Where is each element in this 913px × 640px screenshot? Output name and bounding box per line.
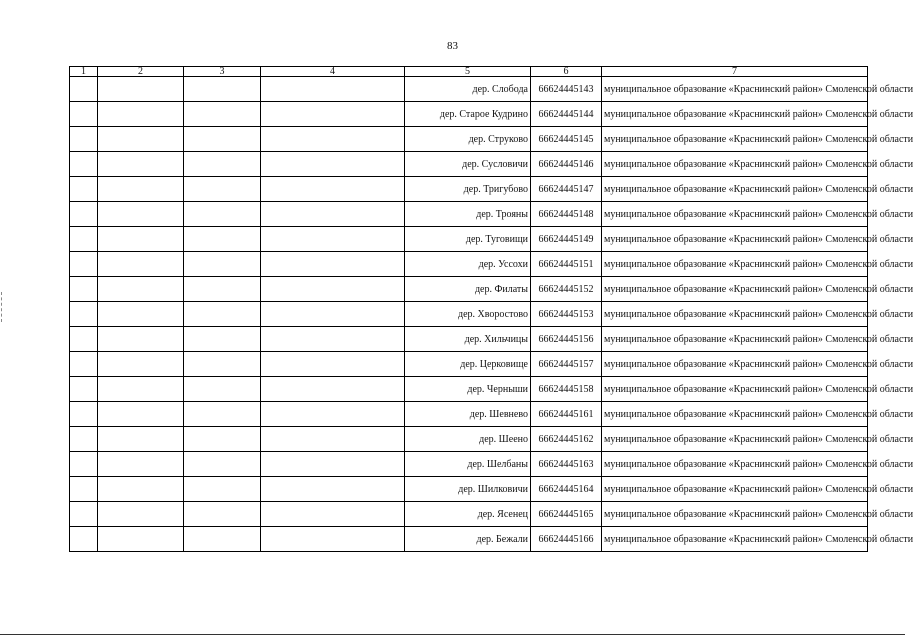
empty-cell-col-3 <box>184 227 261 252</box>
settlement-name-cell: дер. Хворостово <box>405 302 531 327</box>
municipality-cell: муниципальное образование «Краснинский район» Смоленской области <box>602 352 868 377</box>
empty-cell-col-1 <box>70 202 98 227</box>
empty-cell-col-4 <box>261 277 405 302</box>
empty-cell-col-2 <box>98 427 184 452</box>
table-row <box>70 277 868 302</box>
empty-cell-col-3 <box>184 102 261 127</box>
scan-bottom-edge <box>0 634 905 635</box>
municipality-cell: муниципальное образование «Краснинский район» Смоленской области <box>602 477 868 502</box>
empty-cell-col-3 <box>184 352 261 377</box>
oktmo-code-cell: 66624445158 <box>531 377 602 402</box>
table-row <box>70 102 868 127</box>
empty-cell-col-3 <box>184 402 261 427</box>
table-row <box>70 427 868 452</box>
column-header-4: 4 <box>261 67 405 77</box>
empty-cell-col-2 <box>98 77 184 102</box>
empty-cell-col-4 <box>261 102 405 127</box>
empty-cell-col-1 <box>70 502 98 527</box>
page-number: 83 <box>447 40 458 52</box>
oktmo-code-cell: 66624445164 <box>531 477 602 502</box>
settlement-name-cell: дер. Черныши <box>405 377 531 402</box>
empty-cell-col-2 <box>98 102 184 127</box>
oktmo-code-cell: 66624445166 <box>531 527 602 552</box>
empty-cell-col-3 <box>184 152 261 177</box>
municipality-cell: муниципальное образование «Краснинский район» Смоленской области <box>602 202 868 227</box>
column-number-row <box>70 67 868 77</box>
empty-cell-col-1 <box>70 327 98 352</box>
empty-cell-col-3 <box>184 502 261 527</box>
oktmo-code-cell: 66624445148 <box>531 202 602 227</box>
table-row <box>70 252 868 277</box>
empty-cell-col-1 <box>70 402 98 427</box>
table-row <box>70 452 868 477</box>
empty-cell-col-4 <box>261 452 405 477</box>
table-row <box>70 227 868 252</box>
empty-cell-col-4 <box>261 527 405 552</box>
municipality-cell: муниципальное образование «Краснинский район» Смоленской области <box>602 152 868 177</box>
column-header-7: 7 <box>602 67 868 77</box>
oktmo-code-cell: 66624445147 <box>531 177 602 202</box>
empty-cell-col-2 <box>98 227 184 252</box>
oktmo-code-cell: 66624445153 <box>531 302 602 327</box>
empty-cell-col-3 <box>184 202 261 227</box>
municipality-cell: муниципальное образование «Краснинский район» Смоленской области <box>602 252 868 277</box>
empty-cell-col-3 <box>184 452 261 477</box>
table-row <box>70 177 868 202</box>
empty-cell-col-1 <box>70 352 98 377</box>
empty-cell-col-4 <box>261 302 405 327</box>
empty-cell-col-2 <box>98 277 184 302</box>
oktmo-code-cell: 66624445151 <box>531 252 602 277</box>
empty-cell-col-3 <box>184 527 261 552</box>
column-header-1: 1 <box>70 67 98 77</box>
municipality-cell: муниципальное образование «Краснинский район» Смоленской области <box>602 77 868 102</box>
oktmo-code-cell: 66624445162 <box>531 427 602 452</box>
oktmo-code-cell: 66624445144 <box>531 102 602 127</box>
empty-cell-col-3 <box>184 377 261 402</box>
empty-cell-col-4 <box>261 177 405 202</box>
table-row <box>70 377 868 402</box>
empty-cell-col-2 <box>98 252 184 277</box>
scan-margin-mark <box>1 292 4 322</box>
empty-cell-col-1 <box>70 102 98 127</box>
empty-cell-col-2 <box>98 527 184 552</box>
table-row <box>70 127 868 152</box>
empty-cell-col-1 <box>70 427 98 452</box>
empty-cell-col-1 <box>70 77 98 102</box>
empty-cell-col-3 <box>184 177 261 202</box>
empty-cell-col-3 <box>184 252 261 277</box>
empty-cell-col-3 <box>184 77 261 102</box>
empty-cell-col-2 <box>98 302 184 327</box>
empty-cell-col-2 <box>98 452 184 477</box>
municipality-cell: муниципальное образование «Краснинский район» Смоленской области <box>602 177 868 202</box>
table-row <box>70 352 868 377</box>
empty-cell-col-1 <box>70 527 98 552</box>
empty-cell-col-4 <box>261 402 405 427</box>
table-row <box>70 402 868 427</box>
settlement-name-cell: дер. Шелбаны <box>405 452 531 477</box>
settlement-name-cell: дер. Старое Кудрино <box>405 102 531 127</box>
empty-cell-col-3 <box>184 302 261 327</box>
empty-cell-col-4 <box>261 202 405 227</box>
empty-cell-col-2 <box>98 327 184 352</box>
settlement-name-cell: дер. Уссохи <box>405 252 531 277</box>
empty-cell-col-1 <box>70 477 98 502</box>
settlement-name-cell: дер. Струково <box>405 127 531 152</box>
settlement-name-cell: дер. Бежали <box>405 527 531 552</box>
table-row <box>70 502 868 527</box>
settlement-name-cell: дер. Шилковичи <box>405 477 531 502</box>
municipality-cell: муниципальное образование «Краснинский район» Смоленской области <box>602 527 868 552</box>
empty-cell-col-1 <box>70 452 98 477</box>
table-row <box>70 302 868 327</box>
settlement-name-cell: дер. Ясенец <box>405 502 531 527</box>
table-row <box>70 77 868 102</box>
empty-cell-col-2 <box>98 352 184 377</box>
settlement-name-cell: дер. Тригубово <box>405 177 531 202</box>
empty-cell-col-3 <box>184 127 261 152</box>
oktmo-code-cell: 66624445152 <box>531 277 602 302</box>
municipality-cell: муниципальное образование «Краснинский район» Смоленской области <box>602 327 868 352</box>
column-header-6: 6 <box>531 67 602 77</box>
oktmo-code-cell: 66624445161 <box>531 402 602 427</box>
settlement-name-cell: дер. Филаты <box>405 277 531 302</box>
oktmo-code-cell: 66624445143 <box>531 77 602 102</box>
oktmo-code-cell: 66624445145 <box>531 127 602 152</box>
empty-cell-col-3 <box>184 477 261 502</box>
empty-cell-col-4 <box>261 152 405 177</box>
empty-cell-col-4 <box>261 377 405 402</box>
table-row <box>70 477 868 502</box>
empty-cell-col-2 <box>98 477 184 502</box>
empty-cell-col-4 <box>261 477 405 502</box>
empty-cell-col-2 <box>98 152 184 177</box>
table-row <box>70 152 868 177</box>
empty-cell-col-4 <box>261 327 405 352</box>
municipality-cell: муниципальное образование «Краснинский район» Смоленской области <box>602 377 868 402</box>
oktmo-code-cell: 66624445146 <box>531 152 602 177</box>
empty-cell-col-1 <box>70 377 98 402</box>
empty-cell-col-4 <box>261 227 405 252</box>
settlement-name-cell: дер. Шеено <box>405 427 531 452</box>
column-header-3: 3 <box>184 67 261 77</box>
empty-cell-col-3 <box>184 277 261 302</box>
empty-cell-col-3 <box>184 327 261 352</box>
oktmo-code-cell: 66624445156 <box>531 327 602 352</box>
municipality-cell: муниципальное образование «Краснинский район» Смоленской области <box>602 402 868 427</box>
municipality-cell: муниципальное образование «Краснинский район» Смоленской области <box>602 452 868 477</box>
table-row <box>70 527 868 552</box>
empty-cell-col-1 <box>70 277 98 302</box>
oktmo-code-cell: 66624445165 <box>531 502 602 527</box>
oktmo-code-cell: 66624445149 <box>531 227 602 252</box>
settlement-name-cell: дер. Шевнево <box>405 402 531 427</box>
empty-cell-col-1 <box>70 227 98 252</box>
column-header-5: 5 <box>405 67 531 77</box>
settlement-name-cell: дер. Церковище <box>405 352 531 377</box>
empty-cell-col-3 <box>184 427 261 452</box>
municipality-cell: муниципальное образование «Краснинский район» Смоленской области <box>602 502 868 527</box>
municipality-cell: муниципальное образование «Краснинский район» Смоленской области <box>602 277 868 302</box>
municipality-cell: муниципальное образование «Краснинский район» Смоленской области <box>602 227 868 252</box>
settlement-name-cell: дер. Сусловичи <box>405 152 531 177</box>
empty-cell-col-4 <box>261 427 405 452</box>
empty-cell-col-4 <box>261 252 405 277</box>
settlement-name-cell: дер. Хильчицы <box>405 327 531 352</box>
oktmo-code-cell: 66624445163 <box>531 452 602 477</box>
empty-cell-col-2 <box>98 377 184 402</box>
settlements-table <box>69 66 913 552</box>
empty-cell-col-2 <box>98 127 184 152</box>
empty-cell-col-2 <box>98 402 184 427</box>
empty-cell-col-2 <box>98 202 184 227</box>
empty-cell-col-4 <box>261 502 405 527</box>
empty-cell-col-4 <box>261 352 405 377</box>
settlement-name-cell: дер. Слобода <box>405 77 531 102</box>
empty-cell-col-2 <box>98 502 184 527</box>
empty-cell-col-1 <box>70 152 98 177</box>
empty-cell-col-1 <box>70 127 98 152</box>
empty-cell-col-4 <box>261 127 405 152</box>
empty-cell-col-1 <box>70 177 98 202</box>
settlement-name-cell: дер. Туговищи <box>405 227 531 252</box>
column-header-2: 2 <box>98 67 184 77</box>
table-row <box>70 202 868 227</box>
municipality-cell: муниципальное образование «Краснинский район» Смоленской области <box>602 302 868 327</box>
oktmo-code-cell: 66624445157 <box>531 352 602 377</box>
municipality-cell: муниципальное образование «Краснинский район» Смоленской области <box>602 102 868 127</box>
municipality-cell: муниципальное образование «Краснинский район» Смоленской области <box>602 127 868 152</box>
settlement-name-cell: дер. Трояны <box>405 202 531 227</box>
empty-cell-col-1 <box>70 302 98 327</box>
municipality-cell: муниципальное образование «Краснинский район» Смоленской области <box>602 427 868 452</box>
empty-cell-col-4 <box>261 77 405 102</box>
table-row <box>70 327 868 352</box>
empty-cell-col-2 <box>98 177 184 202</box>
empty-cell-col-1 <box>70 252 98 277</box>
